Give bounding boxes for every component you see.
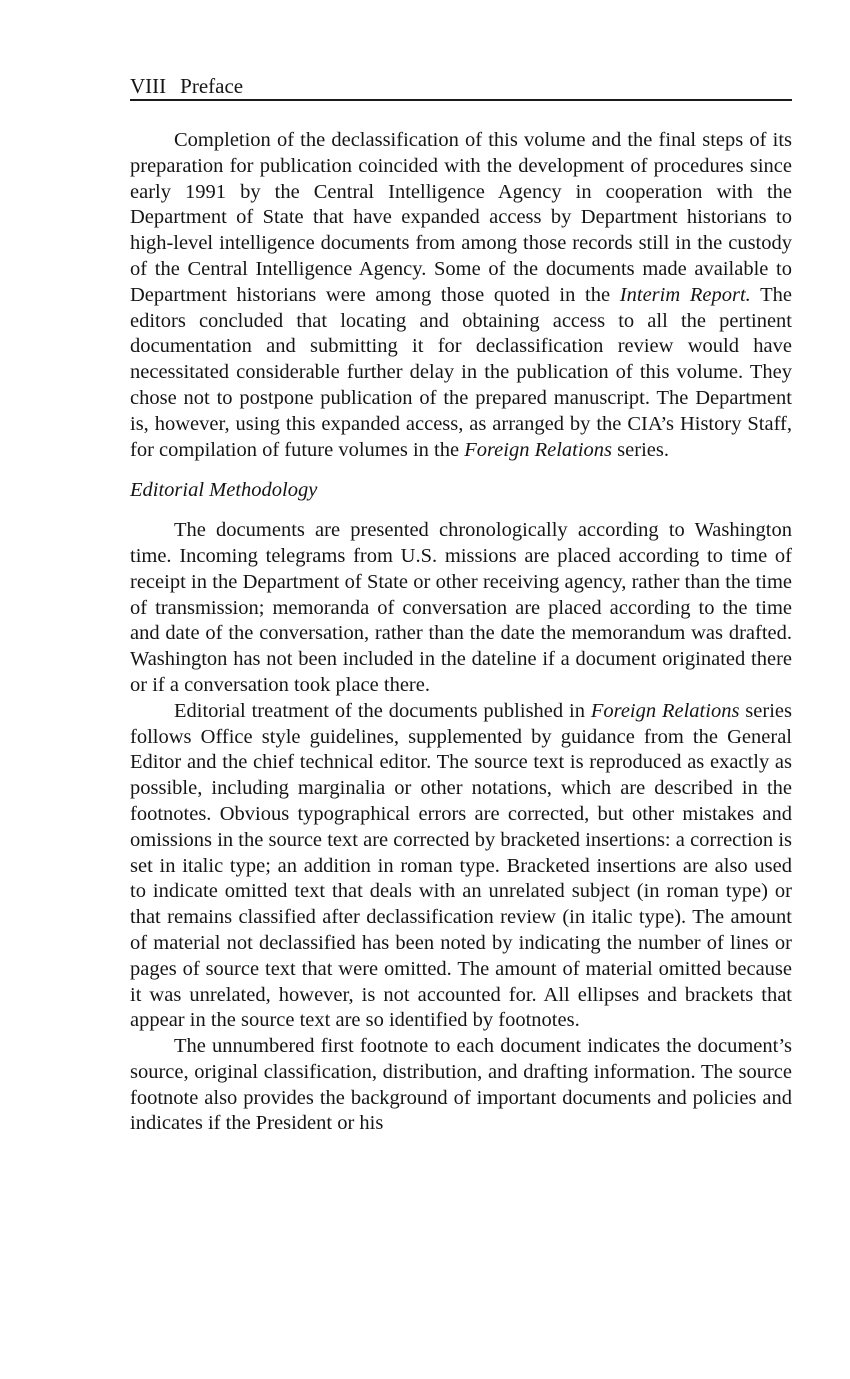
- page-number: VIII: [130, 74, 167, 98]
- paragraph-chronology: The documents are presented chronologically according to Washington time. Incoming telegrams from U.S. missions are placed according to time of receipt in the Department of State or other receiving agency, rather than the time of transmission; memoranda of conversation are placed according to the time and date of the conversation, rather than the date the memorandum was drafted. Washington has not been included in the dateline if a document originated there or if a conversation took place there.: [130, 519, 792, 696]
- paragraph-text: series.: [612, 438, 669, 461]
- italic-title-foreign-relations: Foreign Relations: [464, 438, 613, 461]
- paragraph-editorial-treatment: [130, 699, 792, 1034]
- paragraph-text: Editorial treatment of the documents published in: [174, 699, 591, 722]
- paragraph-text: Completion of the declassification of this volume and the final steps of its preparation for publication coincided with the development of procedures since early 1991 by the Central Intelligence Agency in cooperation with the Department of State that have expanded access by Department historians to high-level intelligence documents from among those records still in the custody of the Central Intelligence Agency. Some of the documents made available to Department historians were among those quoted in the: [130, 129, 792, 306]
- paragraph-footnotes: The unnumbered first footnote to each document indicates the document’s source, original classification, distribution, and drafting information. The source footnote also provides the background of important documents and policies and indicates if the President or his: [130, 1035, 792, 1135]
- paragraph-text: The editors concluded that locating and obtaining access to all the pertinent documentation and submitting it for declassification review would have necessitated considerable further delay in the publication of this volume. They chose not to postpone publication of the prepared manuscript. The Department is, however, using this expanded access, as arranged by the CIA’s History Staff, for compilation of future volumes in the: [130, 283, 792, 461]
- body-text: [130, 128, 792, 1137]
- paragraph-completion: [130, 128, 792, 463]
- running-head-title: Preface: [180, 74, 244, 98]
- running-head: [130, 73, 792, 101]
- paragraph-text: series follows Office style guidelines, supplemented by guidance from the General Editor and the chief technical editor. The source text is reproduced as exactly as possible, including marginalia or other notations, which are described in the footnotes. Obvious typographical errors are corrected, but other mistakes and omissions in the source text are corrected by bracketed insertions: a correction is set in italic type; an addition in roman type. Bracketed insertions are also used to indicate omitted text that deals with an unrelated subject (in roman type) or that remains classified after declassification review (in italic type). The amount of material not declassified has been noted by indicating the number of lines or pages of source text that were omitted. The amount of material omitted because it was unrelated, however, is not accounted for. All ellipses and brackets that appear in the source text are so identified by footnotes.: [130, 699, 792, 1032]
- italic-title-interim-report: Interim Report.: [619, 283, 751, 306]
- section-heading: Editorial Methodology: [130, 479, 318, 502]
- italic-title-foreign-relations: Foreign Relations: [590, 699, 740, 722]
